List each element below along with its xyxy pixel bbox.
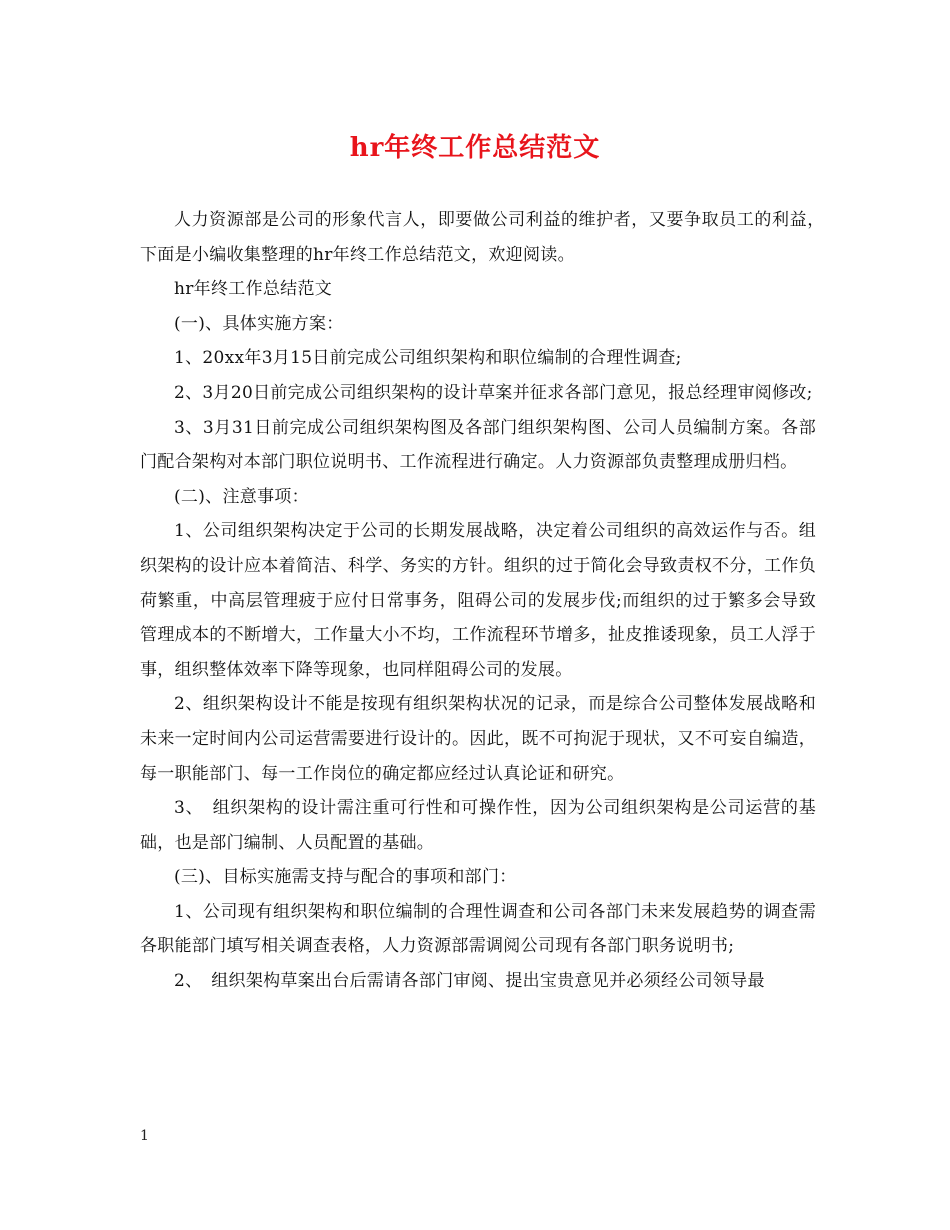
document-body [140,203,834,999]
paragraph-1-1: 1、20xx年3月15日前完成公司组织架构和职位编制的合理性调查; [174,348,682,369]
document-title: hr年终工作总结范文 [349,133,601,163]
section-heading-2: (二)、注意事项： [174,486,309,507]
section-heading-1: (一)、具体实施方案： [174,313,344,334]
page-number: 1 [140,1128,149,1144]
paragraph-intro: 人力资源部是公司的形象代言人，即要做公司利益的维护者，又要争取员工的利益， 下面是小编收集整理的hr年终工作总结范文，欢迎阅读。 [140,210,834,265]
paragraph-2-1: 1、公司组织架构决定于公司的长期发展战略，决定着公司组织的高效运作与否。组织架构的设计应本着简洁、科学、务实的方针。组织的过于简化会导致责权不分，工作负荷繁重，中高层管理疲于应付日常事务，阻碍公司的发展步伐;而组织的过于繁多会导致管理成本的不断增大，工作量大小不均，工作流程环节增多，扯皮推诿现象，员工人浮于事，组织整体效率下降等现象，也同样阻碍公司的发展。 [140,521,816,680]
paragraph-1-2: 2、3月20日前完成公司组织架构的设计草案并征求各部门意见，报总经理审阅修改; [174,382,813,403]
section-heading-3: (三)、目标实施需支持与配合的事项和部门： [174,867,517,888]
paragraph-2-3: 3、 组织架构的设计需注重可行性和可操作性，因为公司组织架构是公司运营的基础，也是部门编制、人员配置的基础。 [140,798,816,853]
paragraph-1-3: 3、3月31日前完成公司组织架构图及各部门组织架构图、公司人员编制方案。各部门配合架构对本部门职位说明书、工作流程进行确定。人力资源部负责整理成册归档。 [140,417,816,473]
paragraph-3-2: 2、 组织架构草案出台后需请各部门审阅、提出宝贵意见并必须经公司领导最 [174,971,765,992]
paragraph-subtitle: hr年终工作总结范文 [174,279,333,300]
paragraph-3-1: 1、公司现有组织架构和职位编制的合理性调查和公司各部门未来发展趋势的调查需各职能部门填写相关调查表格，人力资源部需调阅公司现有各部门职务说明书; [140,901,816,957]
paragraph-2-2: 2、组织架构设计不能是按现有组织架构状况的记录，而是综合公司整体发展战略和未来一定时间内公司运营需要进行设计的。因此，既不可拘泥于现状，又不可妄自编造，每一职能部门、每一工作岗位的确定都应经过认真论证和研究。 [140,694,816,784]
